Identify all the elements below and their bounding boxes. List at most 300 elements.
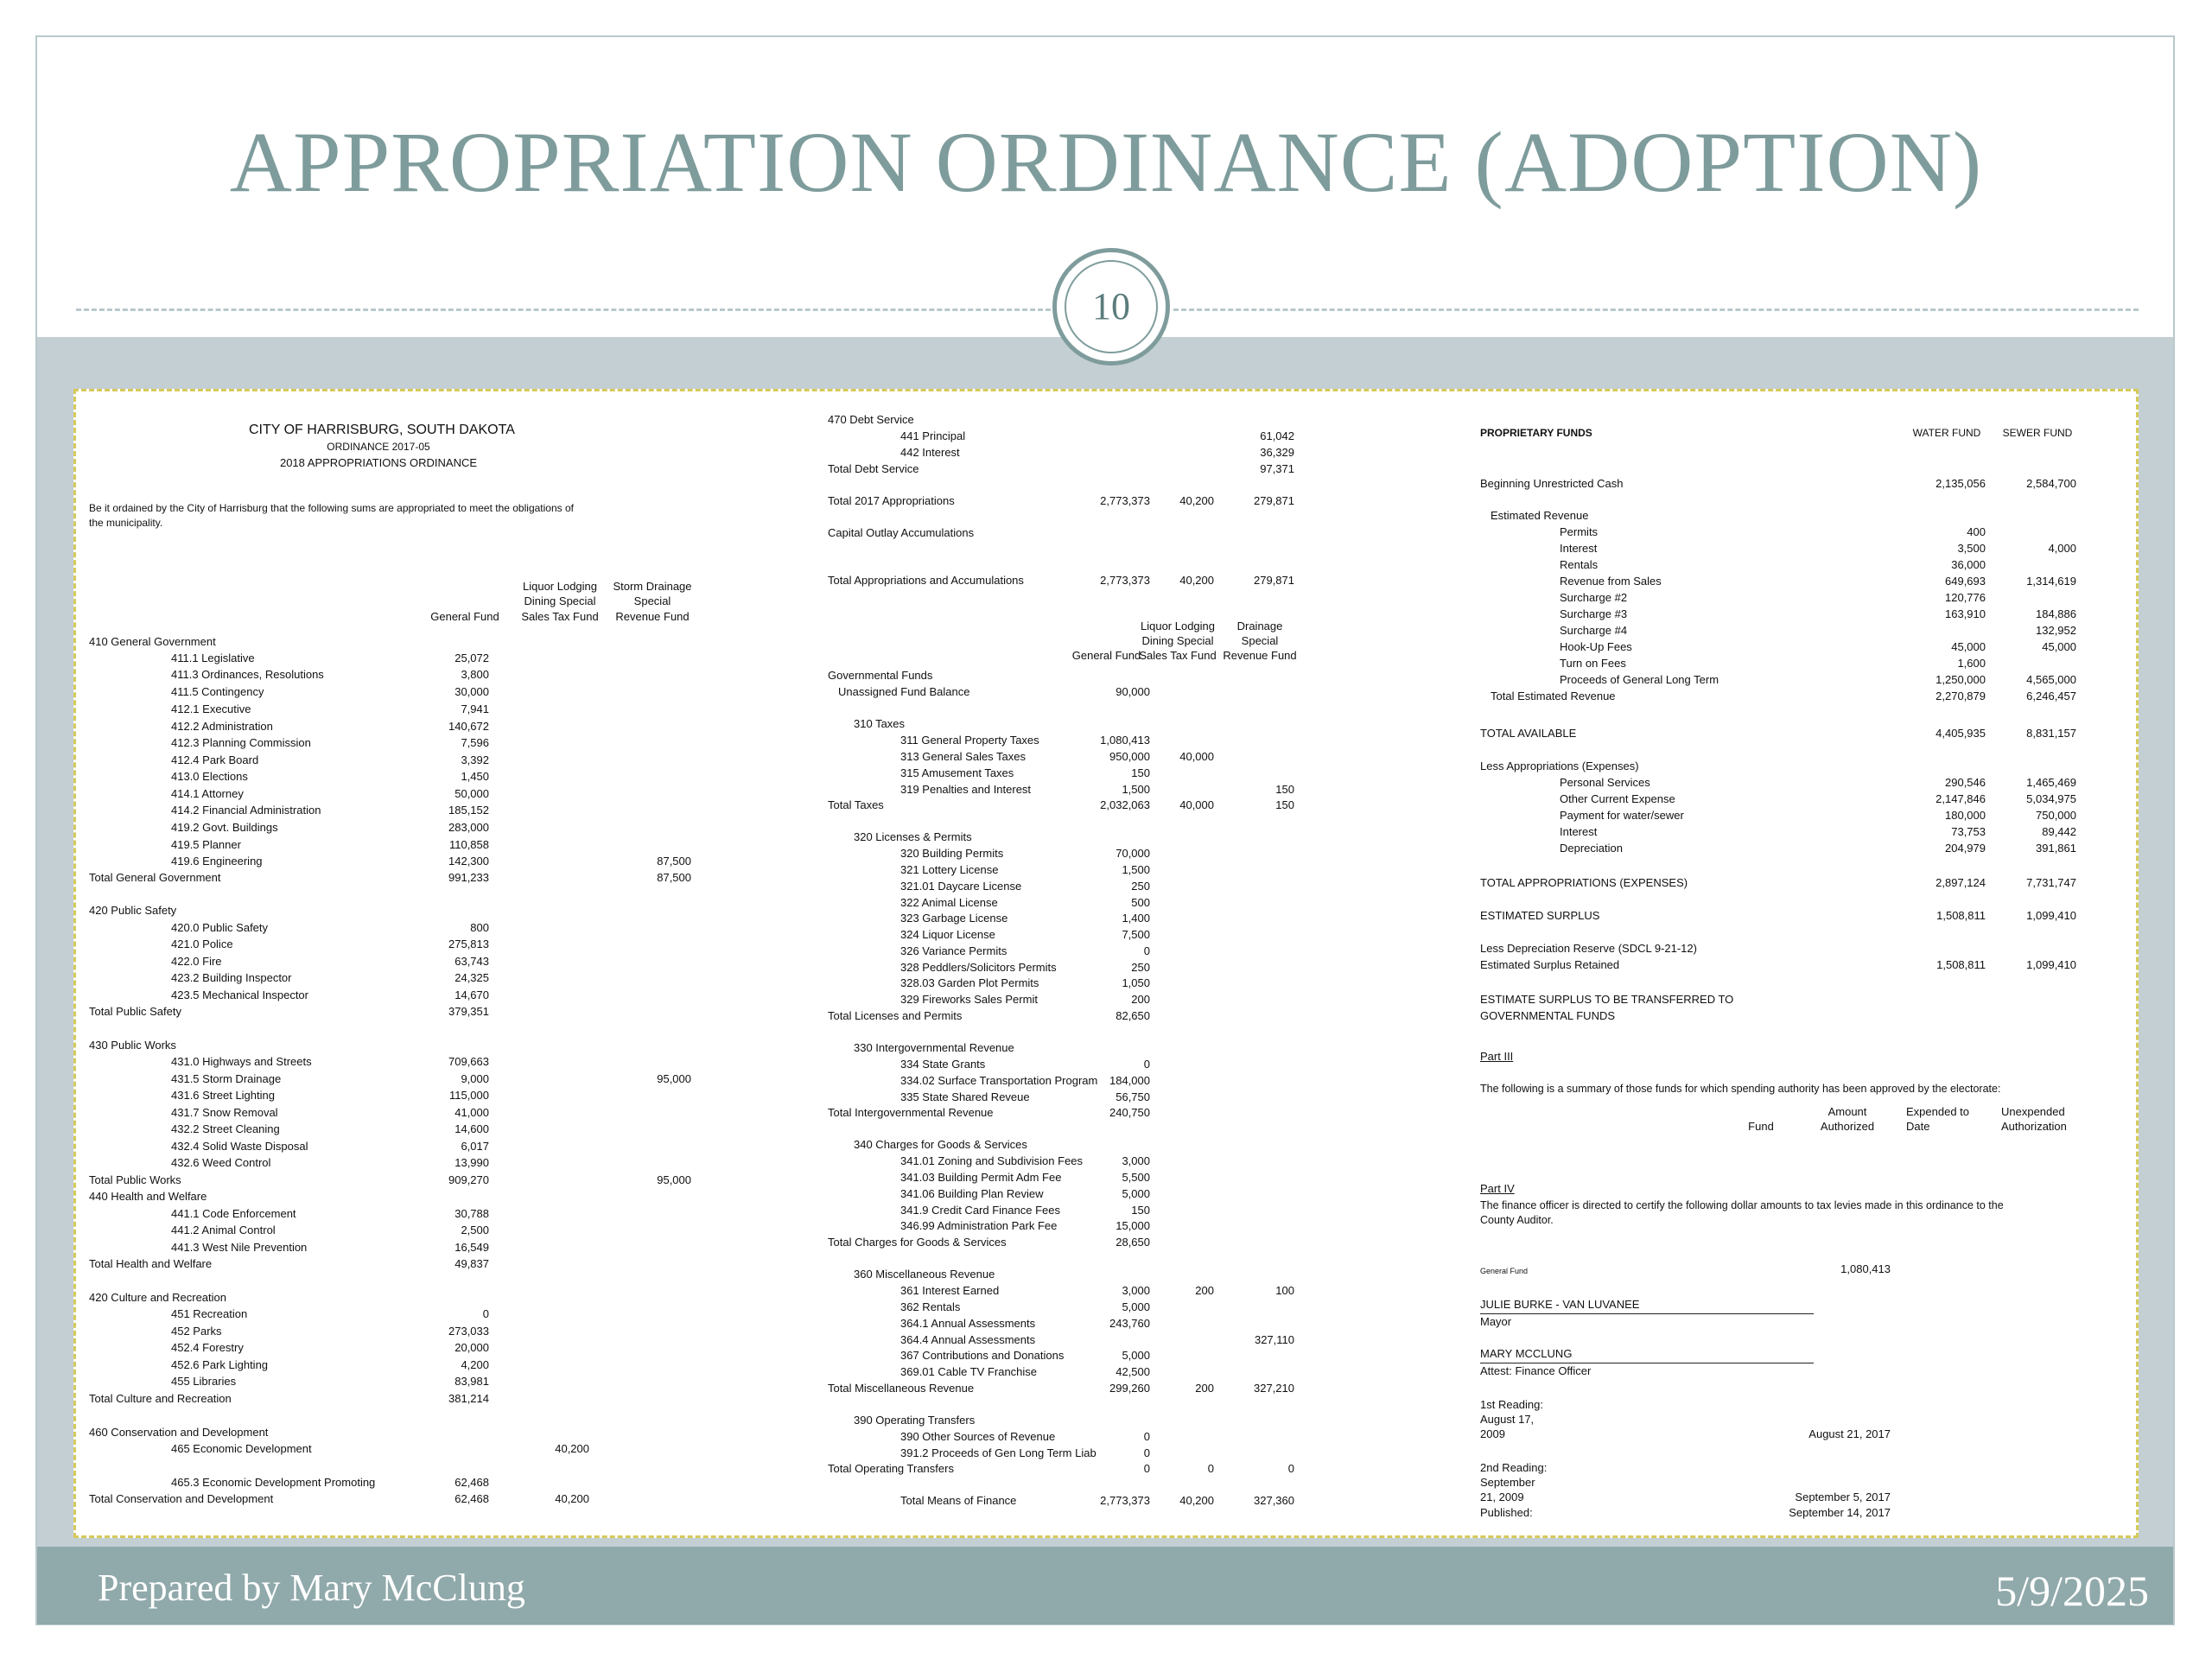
general-fund-value: 185,152 [448,804,489,817]
col2-header-liquor-1: Liquor Lodging [1140,620,1216,632]
general-fund-value: 70,000 [1116,847,1150,860]
second-reading-month: September [1480,1476,1535,1489]
table-row-label: 441.3 West Nile Prevention [171,1241,308,1254]
table-row-label: 341.03 Building Permit Adm Fee [900,1171,1062,1184]
liquor-fund-value: 40,000 [1179,750,1214,763]
drainage-fund-value: 327,210 [1254,1382,1294,1395]
table-row-label: 367 Contributions and Donations [900,1349,1065,1362]
water-fund-value: 1,508,811 [1936,909,1986,922]
drainage-fund-value: 100 [1275,1284,1294,1297]
storm-drainage-value: 87,500 [657,855,691,868]
table-row-label: Total Culture and Recreation [89,1392,232,1405]
slide-footer [37,1547,2173,1624]
general-fund-value: 0 [1143,1058,1150,1071]
col-header-liquor-1: Liquor Lodging [522,580,598,593]
table-row-label: 419.5 Planner [171,838,241,851]
col-header-water-fund: WATER FUND [1912,427,1981,439]
table-row-label: 412.2 Administration [171,720,273,733]
table-row-label: TOTAL APPROPRIATIONS (EXPENSES) [1480,876,1688,889]
sewer-fund-value: 1,099,410 [2026,958,2076,971]
general-fund-value: 6,017 [461,1140,489,1153]
part-iii-expended-header-1: Expended to [1906,1105,1970,1118]
col2-header-general-fund: General Fund [1071,649,1141,662]
water-fund-value: 649,693 [1945,575,1986,588]
table-row-label: 391.2 Proceeds of Gen Long Term Liab [900,1446,1096,1459]
table-row-label: Turn on Fees [1560,657,1626,670]
table-row-label: 335 State Shared Reveue [900,1090,1030,1103]
drainage-fund-value: 327,360 [1254,1494,1294,1507]
table-row-label: Total Intergovernmental Revenue [828,1106,994,1119]
table-row-label: 423.2 Building Inspector [171,971,292,984]
table-row-label: Total Means of Finance [900,1494,1017,1507]
table-row-label: 432.2 Street Cleaning [171,1122,280,1135]
general-fund-value: 110,858 [448,838,489,851]
general-fund-value: 7,596 [461,736,489,749]
table-row-label: Interest [1560,542,1598,555]
intro-line-2: the municipality. [89,517,163,529]
table-row-label: Surcharge #4 [1560,624,1628,637]
table-row-label: TOTAL AVAILABLE [1480,727,1577,740]
table-row-label: 340 Charges for Goods & Services [854,1138,1027,1151]
finance-officer-title: Attest: Finance Officer [1480,1364,1592,1377]
general-fund-value: 14,600 [454,1122,489,1135]
footer-author: Prepared by Mary McClung [98,1567,525,1609]
table-row-label: 346.99 Administration Park Fee [900,1219,1058,1232]
general-fund-value: 3,392 [461,753,489,766]
general-fund-value: 150 [1131,766,1150,779]
general-fund-value: 1,450 [461,770,489,783]
sewer-fund-value: 2,584,700 [2026,477,2076,490]
first-reading-month: August 17, [1480,1413,1535,1426]
water-fund-value: 2,897,124 [1936,876,1986,889]
table-row-label: ESTIMATE SURPLUS TO BE TRANSFERRED TO [1480,993,1734,1006]
table-row-label: 465 Economic Development [171,1442,312,1455]
sewer-fund-value: 8,831,157 [2026,727,2076,740]
general-fund-value: 1,080,413 [1100,734,1150,747]
table-row-label: Depreciation [1560,842,1623,855]
storm-drainage-value: 95,000 [657,1072,691,1085]
table-row-label: Total Charges for Goods & Services [828,1236,1007,1249]
table-row-label: Total Estimated Revenue [1491,690,1616,702]
water-fund-value: 120,776 [1945,591,1986,604]
general-fund-value: 5,000 [1122,1187,1150,1200]
table-row-label: 411.5 Contingency [171,685,264,698]
table-row-label: Less Depreciation Reserve (SDCL 9-21-12) [1480,942,1697,955]
general-fund-value: 5,500 [1122,1171,1150,1184]
doc-heading-appropriations: 2018 APPROPRIATIONS ORDINANCE [279,456,478,469]
general-fund-value: 0 [482,1307,489,1320]
drainage-fund-value: 61,042 [1260,429,1294,442]
table-row-label: 441.1 Code Enforcement [171,1207,296,1220]
table-row-label: 430 Public Works [89,1039,176,1052]
liquor-fund-value: 40,200 [1179,574,1214,587]
table-row-label: 410 General Government [89,635,216,648]
general-fund-value: 2,773,373 [1100,494,1150,507]
title-divider-left [76,308,1051,311]
drainage-fund-value: 36,329 [1260,446,1294,459]
water-fund-value: 4,405,935 [1936,727,1986,740]
general-fund-value: 0 [1143,1430,1150,1443]
general-fund-levy-amount: 1,080,413 [1840,1262,1891,1275]
general-fund-value: 3,000 [1122,1284,1150,1297]
general-fund-value: 909,270 [448,1173,489,1186]
slide-title: APPROPRIATION ORDINANCE (ADOPTION) [229,114,1983,210]
general-fund-value: 184,000 [1109,1074,1150,1087]
part-iii-title: Part III [1480,1050,1514,1063]
general-fund-value: 56,750 [1116,1090,1150,1103]
general-fund-value: 2,773,373 [1100,1494,1150,1507]
table-row-label: 431.7 Snow Removal [171,1106,278,1119]
table-row-label: Governmental Funds [828,669,933,682]
water-fund-value: 204,979 [1945,842,1986,855]
drainage-fund-value: 0 [1287,1462,1294,1475]
table-row-label: 319 Penalties and Interest [900,783,1032,796]
general-fund-value: 381,214 [448,1392,489,1405]
general-fund-value: 5,000 [1122,1300,1150,1313]
part-iii-text: The following is a summary of those funds for which spending authority has been approved by the electorate: [1480,1083,2001,1095]
table-row-label: 420 Public Safety [89,904,177,917]
table-row-label: 324 Liquor License [900,928,995,941]
general-fund-value: 63,743 [454,955,489,968]
table-row-label: 334.02 Surface Transportation Program [900,1074,1098,1087]
water-fund-value: 163,910 [1945,607,1986,620]
table-row-label: 465.3 Economic Development Promoting [171,1476,376,1489]
general-fund-value: 30,788 [454,1207,489,1220]
general-fund-value: 0 [1143,1446,1150,1459]
liquor-fund-value: 40,200 [555,1442,589,1455]
sewer-fund-value: 1,314,619 [2026,575,2076,588]
part-iv-text-2: County Auditor. [1480,1214,1554,1226]
table-row-label: Total Public Safety [89,1005,181,1018]
table-row-label: GOVERNMENTAL FUNDS [1480,1009,1616,1022]
general-fund-value: 3,800 [461,668,489,681]
general-fund-value: 1,500 [1122,783,1150,796]
general-fund-value: 243,760 [1109,1317,1150,1330]
mayor-title: Mayor [1480,1315,1512,1328]
general-fund-value: 250 [1131,961,1150,974]
published-date: September 14, 2017 [1789,1506,1891,1519]
table-row-label: 330 Intergovernmental Revenue [854,1041,1014,1054]
liquor-fund-value: 40,200 [1179,1494,1214,1507]
table-row-label: 452.6 Park Lighting [171,1358,269,1371]
col-header-liquor-2: Dining Special [524,594,596,607]
ordinance-document [73,389,2139,1538]
drainage-fund-value: 150 [1275,798,1294,811]
table-row-label: Hook-Up Fees [1560,640,1632,653]
table-row-label: 412.4 Park Board [171,753,259,766]
table-row-label: Total Debt Service [828,462,919,475]
table-row-label: Beginning Unrestricted Cash [1480,477,1624,490]
table-row-label: 341.9 Credit Card Finance Fees [900,1204,1060,1217]
table-row-label: Total Licenses and Permits [828,1009,963,1022]
general-fund-value: 14,670 [454,988,489,1001]
general-fund-value: 15,000 [1116,1219,1150,1232]
col2-header-liquor-2: Dining Special [1141,634,1214,647]
general-fund-levy-label: General Fund [1480,1267,1529,1275]
part-iv-title: Part IV [1480,1182,1515,1195]
table-row-label: 455 Libraries [171,1375,237,1388]
water-fund-value: 400 [1967,525,1986,538]
water-fund-value: 290,546 [1945,776,1986,789]
table-row-label: 432.6 Weed Control [171,1156,271,1169]
doc-heading-city: CITY OF HARRISBURG, SOUTH DAKOTA [249,423,515,437]
table-row-label: 364.1 Annual Assessments [900,1317,1036,1330]
liquor-fund-value: 40,000 [1179,798,1214,811]
water-fund-value: 1,508,811 [1936,958,1986,971]
general-fund-value: 950,000 [1109,750,1150,763]
table-row-label: 321 Lottery License [900,863,999,876]
table-row-label: Revenue from Sales [1560,575,1662,588]
table-row-label: Total Appropriations and Accumulations [828,574,1024,587]
col-header-sewer-fund: SEWER FUND [2002,427,2073,439]
sewer-fund-value: 7,731,747 [2026,876,2076,889]
table-row-label: Total 2017 Appropriations [828,494,955,507]
table-row-label: Unassigned Fund Balance [838,685,970,698]
drainage-fund-value: 97,371 [1260,462,1294,475]
water-fund-value: 2,135,056 [1936,477,1986,490]
general-fund-value: 9,000 [461,1072,489,1085]
table-row-label: Total Operating Transfers [828,1462,954,1475]
liquor-fund-value: 40,200 [1179,494,1214,507]
general-fund-value: 25,072 [454,652,489,664]
table-row-label: 322 Animal License [900,896,998,909]
table-row-label: 320 Building Permits [900,847,1004,860]
table-row-label: 360 Miscellaneous Revenue [854,1268,995,1281]
table-row-label: 315 Amusement Taxes [900,766,1014,779]
table-row-label: 420.0 Public Safety [171,921,269,934]
table-row-label: 432.4 Solid Waste Disposal [171,1140,308,1153]
general-fund-value: 13,990 [454,1156,489,1169]
table-row-label: 413.0 Elections [171,770,248,783]
general-fund-value: 83,981 [454,1375,489,1388]
table-row-label: 431.5 Storm Drainage [171,1072,282,1085]
table-row-label: Surcharge #3 [1560,607,1628,620]
mayor-signature-line [1480,1313,1814,1314]
table-row-label: 310 Taxes [854,717,906,730]
table-row-label: 460 Conservation and Development [89,1426,269,1439]
table-row-label: 320 Licenses & Permits [854,830,972,843]
col-header-liquor-3: Sales Tax Fund [521,610,599,623]
finance-officer-name: MARY MCCLUNG [1480,1347,1573,1360]
general-fund-value: 2,500 [461,1224,489,1236]
liquor-fund-value: 200 [1195,1284,1214,1297]
table-row-label: Total Health and Welfare [89,1257,213,1270]
table-row-label: Estimated Surplus Retained [1480,958,1620,971]
table-row-label: 414.2 Financial Administration [171,804,321,817]
first-reading-date: August 21, 2017 [1808,1427,1891,1440]
general-fund-value: 30,000 [454,685,489,698]
table-row-label: 364.4 Annual Assessments [900,1333,1036,1346]
table-row-label: 440 Health and Welfare [89,1190,207,1203]
general-fund-value: 28,650 [1116,1236,1150,1249]
col-header-storm-3: Revenue Fund [615,610,690,623]
general-fund-value: 991,233 [448,871,489,884]
table-row-label: 369.01 Cable TV Franchise [900,1365,1038,1378]
general-fund-value: 42,500 [1116,1365,1150,1378]
general-fund-value: 200 [1131,993,1150,1006]
liquor-fund-value: 40,200 [555,1492,589,1505]
page-number-badge [1052,248,1170,365]
table-row-label: 414.1 Attorney [171,787,244,800]
second-reading-date: September 5, 2017 [1795,1491,1891,1503]
general-fund-value: 41,000 [454,1106,489,1119]
general-fund-value: 16,549 [454,1241,489,1254]
table-row-label: Other Current Expense [1560,792,1675,805]
water-fund-value: 3,500 [1957,542,1986,555]
table-row-label: 422.0 Fire [171,955,222,968]
water-fund-value: 36,000 [1951,558,1986,571]
general-fund-value: 0 [1143,1462,1150,1475]
table-row-label: Proceeds of General Long Term [1560,673,1719,686]
general-fund-value: 0 [1143,944,1150,957]
general-fund-value: 49,837 [454,1257,489,1270]
table-row-label: 431.6 Street Lighting [171,1089,275,1102]
part-iii-amount-header-2: Authorized [1820,1120,1875,1133]
footer-date: 5/9/2025 [1995,1567,2149,1615]
col2-header-drainage-2: Special [1241,634,1279,647]
general-fund-value: 500 [1131,896,1150,909]
general-fund-value: 1,500 [1122,863,1150,876]
general-fund-value: 800 [470,921,489,934]
general-fund-value: 3,000 [1122,1154,1150,1167]
general-fund-value: 90,000 [1116,685,1150,698]
storm-drainage-value: 87,500 [657,871,691,884]
general-fund-value: 379,351 [448,1005,489,1018]
table-row-label: ESTIMATED SURPLUS [1480,909,1600,922]
water-fund-value: 73,753 [1951,825,1986,838]
table-row-label: 420 Culture and Recreation [89,1291,226,1304]
table-row-label: Interest [1560,825,1598,838]
general-fund-value: 273,033 [448,1325,489,1338]
table-row-label: Surcharge #2 [1560,591,1628,604]
table-row-label: Total General Government [89,871,221,884]
table-row-label: 442 Interest [900,446,960,459]
table-row-label: 412.1 Executive [171,702,251,715]
general-fund-value: 709,663 [448,1055,489,1068]
general-fund-value: 50,000 [454,787,489,800]
table-row-label: Personal Services [1560,776,1650,789]
table-row-label: Less Appropriations (Expenses) [1480,760,1639,772]
general-fund-value: 283,000 [448,821,489,834]
table-row-label: Capital Outlay Accumulations [828,526,975,539]
general-fund-value: 240,750 [1109,1106,1150,1119]
sewer-fund-value: 4,565,000 [2026,673,2076,686]
first-reading-label: 1st Reading: [1480,1398,1543,1411]
part-iii-unexpended-header-1: Unexpended [2001,1105,2065,1118]
water-fund-value: 45,000 [1951,640,1986,653]
storm-drainage-value: 95,000 [657,1173,691,1186]
table-row-label: 311 General Property Taxes [900,734,1039,747]
doc-heading-ordinance: ORDINANCE 2017-05 [327,441,430,453]
sewer-fund-value: 750,000 [2036,809,2076,822]
sewer-fund-value: 5,034,975 [2026,792,2076,805]
table-row-label: 328.03 Garden Plot Permits [900,976,1039,989]
table-row-label: 451 Recreation [171,1307,248,1320]
table-row-label: 328 Peddlers/Solicitors Permits [900,961,1057,974]
general-fund-value: 2,032,063 [1100,798,1150,811]
general-fund-value: 62,468 [454,1492,489,1505]
table-row-label: 423.5 Mechanical Inspector [171,988,308,1001]
intro-line-1: Be it ordained by the City of Harrisburg that the following sums are appropriated to meet the obligations of [89,502,574,514]
table-row-label: 362 Rentals [900,1300,961,1313]
col2-header-drainage-3: Revenue Fund [1223,649,1297,662]
table-row-label: 419.2 Govt. Buildings [171,821,278,834]
page-number: 10 [1065,260,1158,353]
part-iii-amount-header-1: Amount [1827,1105,1867,1118]
general-fund-value: 299,260 [1109,1382,1150,1395]
water-fund-value: 1,250,000 [1936,673,1986,686]
general-fund-value: 7,500 [1122,928,1150,941]
sewer-fund-value: 1,465,469 [2026,776,2076,789]
col2-header-drainage-1: Drainage [1236,620,1283,632]
table-row-label: 441 Principal [900,429,966,442]
table-row-label: 421.0 Police [171,938,233,950]
table-row-label: Total Miscellaneous Revenue [828,1382,975,1395]
general-fund-value: 20,000 [454,1341,489,1354]
table-row-label: 411.3 Ordinances, Resolutions [171,668,324,681]
general-fund-value: 4,200 [461,1358,489,1371]
table-row-label: 390 Other Sources of Revenue [900,1430,1056,1443]
general-fund-value: 24,325 [454,971,489,984]
col-header-storm-1: Storm Drainage [613,580,692,593]
general-fund-value: 150 [1131,1204,1150,1217]
second-reading-label: 2nd Reading: [1480,1461,1548,1474]
table-row-label: Rentals [1560,558,1599,571]
proprietary-heading: PROPRIETARY FUNDS [1480,427,1592,439]
sewer-fund-value: 6,246,457 [2026,690,2076,702]
table-row-label: 313 General Sales Taxes [900,750,1027,763]
title-divider-right [1173,308,2139,311]
part-iii-unexpended-header-2: Authorization [2001,1120,2067,1133]
general-fund-value: 5,000 [1122,1349,1150,1362]
col2-header-liquor-3: Sales Tax Fund [1139,649,1217,662]
col-header-storm-2: Special [633,594,671,607]
liquor-fund-value: 200 [1195,1382,1214,1395]
table-row-label: 341.01 Zoning and Subdivision Fees [900,1154,1084,1167]
table-row-label: 452.4 Forestry [171,1341,244,1354]
table-row-label: 329 Fireworks Sales Permit [900,993,1038,1006]
sewer-fund-value: 391,861 [2036,842,2076,855]
general-fund-value: 1,400 [1122,912,1150,925]
col-header-general-fund: General Fund [430,610,499,623]
general-fund-value: 140,672 [448,720,489,733]
general-fund-value: 142,300 [448,855,489,868]
drainage-fund-value: 279,871 [1254,494,1294,507]
table-row-label: 361 Interest Earned [900,1284,1000,1297]
table-row-label: 452 Parks [171,1325,222,1338]
water-fund-value: 2,270,879 [1936,690,1986,702]
part-iii-expended-header-2: Date [1906,1120,1930,1133]
sewer-fund-value: 4,000 [2048,542,2076,555]
table-row-label: Estimated Revenue [1491,509,1589,522]
table-row-label: 341.06 Building Plan Review [900,1187,1044,1200]
general-fund-value: 62,468 [454,1476,489,1489]
sewer-fund-value: 184,886 [2036,607,2076,620]
general-fund-value: 2,773,373 [1100,574,1150,587]
table-row-label: 390 Operating Transfers [854,1414,976,1427]
table-row-label: 321.01 Daycare License [900,880,1022,893]
table-row-label: 470 Debt Service [828,413,914,426]
table-row-label: 326 Variance Permits [900,944,1007,957]
drainage-fund-value: 279,871 [1254,574,1294,587]
table-row-label: Permits [1560,525,1599,538]
general-fund-value: 82,650 [1116,1009,1150,1022]
general-fund-value: 250 [1131,880,1150,893]
mayor-name: JULIE BURKE - VAN LUVANEE [1480,1298,1640,1311]
general-fund-value: 115,000 [448,1089,489,1102]
table-row-label: Total Conservation and Development [89,1492,274,1505]
general-fund-value: 275,813 [448,938,489,950]
